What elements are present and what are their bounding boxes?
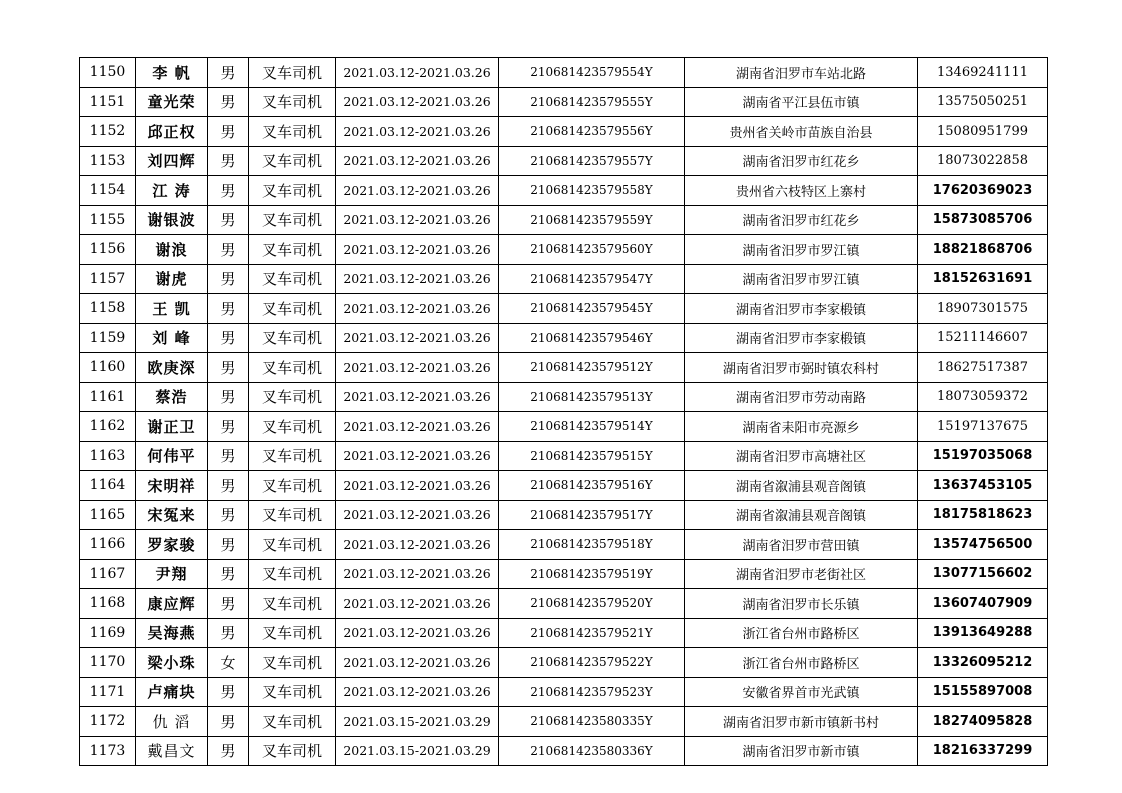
job-cell: 叉车司机 bbox=[249, 648, 336, 678]
row-number-cell: 1171 bbox=[80, 677, 136, 707]
phone-cell: 18175818623 bbox=[918, 500, 1048, 530]
table-row bbox=[80, 736, 1048, 766]
training-period-cell: 2021.03.12-2021.03.26 bbox=[336, 382, 499, 412]
sex-cell: 男 bbox=[208, 736, 249, 766]
training-period-cell: 2021.03.12-2021.03.26 bbox=[336, 677, 499, 707]
sex-cell: 男 bbox=[208, 323, 249, 353]
table-row bbox=[80, 589, 1048, 619]
training-period-cell: 2021.03.12-2021.03.26 bbox=[336, 441, 499, 471]
table-row bbox=[80, 412, 1048, 442]
phone-cell: 17620369023 bbox=[918, 176, 1048, 206]
phone-cell: 15197035068 bbox=[918, 441, 1048, 471]
row-number-cell: 1165 bbox=[80, 500, 136, 530]
table-row bbox=[80, 707, 1048, 737]
phone-cell: 13607407909 bbox=[918, 589, 1048, 619]
phone-cell: 18907301575 bbox=[918, 294, 1048, 324]
name-cell: 谢浪 bbox=[136, 235, 208, 265]
table-body bbox=[80, 58, 1048, 766]
table-row bbox=[80, 176, 1048, 206]
sex-cell: 男 bbox=[208, 264, 249, 294]
job-cell: 叉车司机 bbox=[249, 677, 336, 707]
address-cell: 湖南省汨罗市劳动南路 bbox=[685, 382, 918, 412]
phone-cell: 18216337299 bbox=[918, 736, 1048, 766]
personnel-table bbox=[79, 57, 1048, 766]
phone-cell: 18274095828 bbox=[918, 707, 1048, 737]
job-cell: 叉车司机 bbox=[249, 707, 336, 737]
phone-cell: 13469241111 bbox=[918, 58, 1048, 88]
row-number-cell: 1166 bbox=[80, 530, 136, 560]
certificate-number-cell: 210681423579558Y bbox=[499, 176, 685, 206]
job-cell: 叉车司机 bbox=[249, 559, 336, 589]
address-cell: 湖南省汨罗市营田镇 bbox=[685, 530, 918, 560]
table-row bbox=[80, 677, 1048, 707]
certificate-number-cell: 210681423579554Y bbox=[499, 58, 685, 88]
row-number-cell: 1162 bbox=[80, 412, 136, 442]
phone-cell: 15211146607 bbox=[918, 323, 1048, 353]
address-cell: 湖南省汨罗市老街社区 bbox=[685, 559, 918, 589]
table-row bbox=[80, 117, 1048, 147]
name-cell: 童光荣 bbox=[136, 87, 208, 117]
table-row bbox=[80, 205, 1048, 235]
address-cell: 湖南省汨罗市罗江镇 bbox=[685, 235, 918, 265]
certificate-number-cell: 210681423579517Y bbox=[499, 500, 685, 530]
training-period-cell: 2021.03.12-2021.03.26 bbox=[336, 264, 499, 294]
certificate-number-cell: 210681423579557Y bbox=[499, 146, 685, 176]
certificate-number-cell: 210681423579559Y bbox=[499, 205, 685, 235]
address-cell: 浙江省台州市路桥区 bbox=[685, 648, 918, 678]
certificate-number-cell: 210681423580335Y bbox=[499, 707, 685, 737]
name-cell: 戴昌文 bbox=[136, 736, 208, 766]
row-number-cell: 1167 bbox=[80, 559, 136, 589]
name-cell: 宋冤来 bbox=[136, 500, 208, 530]
certificate-number-cell: 210681423579556Y bbox=[499, 117, 685, 147]
name-cell: 吴海燕 bbox=[136, 618, 208, 648]
job-cell: 叉车司机 bbox=[249, 412, 336, 442]
address-cell: 湖南省溆浦县观音阁镇 bbox=[685, 471, 918, 501]
address-cell: 浙江省台州市路桥区 bbox=[685, 618, 918, 648]
sex-cell: 男 bbox=[208, 176, 249, 206]
table-row bbox=[80, 353, 1048, 383]
sex-cell: 男 bbox=[208, 500, 249, 530]
name-cell: 梁小珠 bbox=[136, 648, 208, 678]
address-cell: 湖南省耒阳市亮源乡 bbox=[685, 412, 918, 442]
sex-cell: 男 bbox=[208, 677, 249, 707]
address-cell: 湖南省汨罗市罗江镇 bbox=[685, 264, 918, 294]
certificate-number-cell: 210681423579516Y bbox=[499, 471, 685, 501]
phone-cell: 13637453105 bbox=[918, 471, 1048, 501]
row-number-cell: 1169 bbox=[80, 618, 136, 648]
name-cell: 刘四辉 bbox=[136, 146, 208, 176]
job-cell: 叉车司机 bbox=[249, 589, 336, 619]
name-cell: 谢正卫 bbox=[136, 412, 208, 442]
name-cell: 谢虎 bbox=[136, 264, 208, 294]
training-period-cell: 2021.03.12-2021.03.26 bbox=[336, 176, 499, 206]
address-cell: 湖南省汨罗市李家椴镇 bbox=[685, 294, 918, 324]
certificate-number-cell: 210681423579513Y bbox=[499, 382, 685, 412]
phone-cell: 13574756500 bbox=[918, 530, 1048, 560]
address-cell: 湖南省汨罗市车站北路 bbox=[685, 58, 918, 88]
certificate-number-cell: 210681423579512Y bbox=[499, 353, 685, 383]
certificate-number-cell: 210681423579547Y bbox=[499, 264, 685, 294]
name-cell: 王 凯 bbox=[136, 294, 208, 324]
job-cell: 叉车司机 bbox=[249, 441, 336, 471]
table-row bbox=[80, 500, 1048, 530]
certificate-number-cell: 210681423579560Y bbox=[499, 235, 685, 265]
phone-cell: 18073059372 bbox=[918, 382, 1048, 412]
certificate-number-cell: 210681423579515Y bbox=[499, 441, 685, 471]
row-number-cell: 1151 bbox=[80, 87, 136, 117]
job-cell: 叉车司机 bbox=[249, 87, 336, 117]
certificate-number-cell: 210681423579518Y bbox=[499, 530, 685, 560]
table-row bbox=[80, 264, 1048, 294]
sex-cell: 男 bbox=[208, 294, 249, 324]
job-cell: 叉车司机 bbox=[249, 471, 336, 501]
certificate-number-cell: 210681423580336Y bbox=[499, 736, 685, 766]
phone-cell: 18073022858 bbox=[918, 146, 1048, 176]
row-number-cell: 1153 bbox=[80, 146, 136, 176]
sex-cell: 男 bbox=[208, 589, 249, 619]
row-number-cell: 1158 bbox=[80, 294, 136, 324]
phone-cell: 13575050251 bbox=[918, 87, 1048, 117]
name-cell: 蔡浩 bbox=[136, 382, 208, 412]
row-number-cell: 1172 bbox=[80, 707, 136, 737]
job-cell: 叉车司机 bbox=[249, 294, 336, 324]
row-number-cell: 1161 bbox=[80, 382, 136, 412]
table-row bbox=[80, 235, 1048, 265]
row-number-cell: 1173 bbox=[80, 736, 136, 766]
job-cell: 叉车司机 bbox=[249, 530, 336, 560]
job-cell: 叉车司机 bbox=[249, 264, 336, 294]
sex-cell: 男 bbox=[208, 441, 249, 471]
training-period-cell: 2021.03.12-2021.03.26 bbox=[336, 87, 499, 117]
table-row bbox=[80, 530, 1048, 560]
job-cell: 叉车司机 bbox=[249, 500, 336, 530]
sex-cell: 男 bbox=[208, 353, 249, 383]
sex-cell: 男 bbox=[208, 146, 249, 176]
row-number-cell: 1156 bbox=[80, 235, 136, 265]
phone-cell: 15080951799 bbox=[918, 117, 1048, 147]
phone-cell: 13326095212 bbox=[918, 648, 1048, 678]
name-cell: 何伟平 bbox=[136, 441, 208, 471]
address-cell: 湖南省汨罗市红花乡 bbox=[685, 205, 918, 235]
row-number-cell: 1154 bbox=[80, 176, 136, 206]
training-period-cell: 2021.03.15-2021.03.29 bbox=[336, 736, 499, 766]
sex-cell: 男 bbox=[208, 205, 249, 235]
training-period-cell: 2021.03.12-2021.03.26 bbox=[336, 117, 499, 147]
address-cell: 湖南省汨罗市新市镇新书村 bbox=[685, 707, 918, 737]
table-row bbox=[80, 87, 1048, 117]
training-period-cell: 2021.03.12-2021.03.26 bbox=[336, 294, 499, 324]
training-period-cell: 2021.03.12-2021.03.26 bbox=[336, 205, 499, 235]
training-period-cell: 2021.03.12-2021.03.26 bbox=[336, 530, 499, 560]
training-period-cell: 2021.03.12-2021.03.26 bbox=[336, 648, 499, 678]
sex-cell: 男 bbox=[208, 530, 249, 560]
job-cell: 叉车司机 bbox=[249, 618, 336, 648]
name-cell: 尹翔 bbox=[136, 559, 208, 589]
job-cell: 叉车司机 bbox=[249, 353, 336, 383]
job-cell: 叉车司机 bbox=[249, 382, 336, 412]
training-period-cell: 2021.03.12-2021.03.26 bbox=[336, 559, 499, 589]
training-period-cell: 2021.03.12-2021.03.26 bbox=[336, 618, 499, 648]
job-cell: 叉车司机 bbox=[249, 235, 336, 265]
name-cell: 康应辉 bbox=[136, 589, 208, 619]
job-cell: 叉车司机 bbox=[249, 176, 336, 206]
table-row bbox=[80, 323, 1048, 353]
sex-cell: 男 bbox=[208, 707, 249, 737]
row-number-cell: 1164 bbox=[80, 471, 136, 501]
name-cell: 卢痛块 bbox=[136, 677, 208, 707]
row-number-cell: 1170 bbox=[80, 648, 136, 678]
certificate-number-cell: 210681423579514Y bbox=[499, 412, 685, 442]
table-row bbox=[80, 618, 1048, 648]
row-number-cell: 1150 bbox=[80, 58, 136, 88]
table-row bbox=[80, 648, 1048, 678]
sex-cell: 男 bbox=[208, 412, 249, 442]
certificate-number-cell: 210681423579519Y bbox=[499, 559, 685, 589]
training-period-cell: 2021.03.12-2021.03.26 bbox=[336, 146, 499, 176]
name-cell: 谢银波 bbox=[136, 205, 208, 235]
row-number-cell: 1159 bbox=[80, 323, 136, 353]
job-cell: 叉车司机 bbox=[249, 58, 336, 88]
table-row bbox=[80, 471, 1048, 501]
phone-cell: 15873085706 bbox=[918, 205, 1048, 235]
address-cell: 安徽省界首市光武镇 bbox=[685, 677, 918, 707]
table-row bbox=[80, 146, 1048, 176]
phone-cell: 15155897008 bbox=[918, 677, 1048, 707]
name-cell: 宋明祥 bbox=[136, 471, 208, 501]
certificate-number-cell: 210681423579546Y bbox=[499, 323, 685, 353]
certificate-number-cell: 210681423579555Y bbox=[499, 87, 685, 117]
certificate-number-cell: 210681423579520Y bbox=[499, 589, 685, 619]
sex-cell: 男 bbox=[208, 58, 249, 88]
address-cell: 湖南省溆浦县观音阁镇 bbox=[685, 500, 918, 530]
name-cell: 江 涛 bbox=[136, 176, 208, 206]
certificate-number-cell: 210681423579522Y bbox=[499, 648, 685, 678]
phone-cell: 18152631691 bbox=[918, 264, 1048, 294]
row-number-cell: 1152 bbox=[80, 117, 136, 147]
sex-cell: 男 bbox=[208, 117, 249, 147]
phone-cell: 13913649288 bbox=[918, 618, 1048, 648]
sex-cell: 男 bbox=[208, 235, 249, 265]
address-cell: 贵州省六枝特区上寨村 bbox=[685, 176, 918, 206]
table-row bbox=[80, 441, 1048, 471]
name-cell: 邱正权 bbox=[136, 117, 208, 147]
phone-cell: 18627517387 bbox=[918, 353, 1048, 383]
training-period-cell: 2021.03.12-2021.03.26 bbox=[336, 235, 499, 265]
sex-cell: 女 bbox=[208, 648, 249, 678]
training-period-cell: 2021.03.15-2021.03.29 bbox=[336, 707, 499, 737]
row-number-cell: 1163 bbox=[80, 441, 136, 471]
job-cell: 叉车司机 bbox=[249, 117, 336, 147]
table-row bbox=[80, 559, 1048, 589]
training-period-cell: 2021.03.12-2021.03.26 bbox=[336, 323, 499, 353]
sex-cell: 男 bbox=[208, 382, 249, 412]
training-period-cell: 2021.03.12-2021.03.26 bbox=[336, 589, 499, 619]
table-row bbox=[80, 294, 1048, 324]
name-cell: 李 帆 bbox=[136, 58, 208, 88]
address-cell: 湖南省平江县伍市镇 bbox=[685, 87, 918, 117]
row-number-cell: 1157 bbox=[80, 264, 136, 294]
name-cell: 刘 峰 bbox=[136, 323, 208, 353]
sex-cell: 男 bbox=[208, 618, 249, 648]
address-cell: 湖南省汨罗市新市镇 bbox=[685, 736, 918, 766]
training-period-cell: 2021.03.12-2021.03.26 bbox=[336, 58, 499, 88]
address-cell: 湖南省汨罗市高塘社区 bbox=[685, 441, 918, 471]
address-cell: 湖南省汨罗市弼时镇农科村 bbox=[685, 353, 918, 383]
job-cell: 叉车司机 bbox=[249, 323, 336, 353]
training-period-cell: 2021.03.12-2021.03.26 bbox=[336, 471, 499, 501]
address-cell: 湖南省汨罗市长乐镇 bbox=[685, 589, 918, 619]
job-cell: 叉车司机 bbox=[249, 736, 336, 766]
training-period-cell: 2021.03.12-2021.03.26 bbox=[336, 500, 499, 530]
table-row bbox=[80, 382, 1048, 412]
training-period-cell: 2021.03.12-2021.03.26 bbox=[336, 353, 499, 383]
certificate-number-cell: 210681423579523Y bbox=[499, 677, 685, 707]
job-cell: 叉车司机 bbox=[249, 146, 336, 176]
address-cell: 贵州省关岭市苗族自治县 bbox=[685, 117, 918, 147]
phone-cell: 13077156602 bbox=[918, 559, 1048, 589]
training-period-cell: 2021.03.12-2021.03.26 bbox=[336, 412, 499, 442]
row-number-cell: 1160 bbox=[80, 353, 136, 383]
name-cell: 罗家骏 bbox=[136, 530, 208, 560]
phone-cell: 15197137675 bbox=[918, 412, 1048, 442]
sex-cell: 男 bbox=[208, 87, 249, 117]
name-cell: 欧庚深 bbox=[136, 353, 208, 383]
sex-cell: 男 bbox=[208, 471, 249, 501]
table-row bbox=[80, 58, 1048, 88]
job-cell: 叉车司机 bbox=[249, 205, 336, 235]
row-number-cell: 1168 bbox=[80, 589, 136, 619]
address-cell: 湖南省汨罗市李家椴镇 bbox=[685, 323, 918, 353]
certificate-number-cell: 210681423579521Y bbox=[499, 618, 685, 648]
phone-cell: 18821868706 bbox=[918, 235, 1048, 265]
sex-cell: 男 bbox=[208, 559, 249, 589]
row-number-cell: 1155 bbox=[80, 205, 136, 235]
name-cell: 仇 滔 bbox=[136, 707, 208, 737]
address-cell: 湖南省汨罗市红花乡 bbox=[685, 146, 918, 176]
certificate-number-cell: 210681423579545Y bbox=[499, 294, 685, 324]
